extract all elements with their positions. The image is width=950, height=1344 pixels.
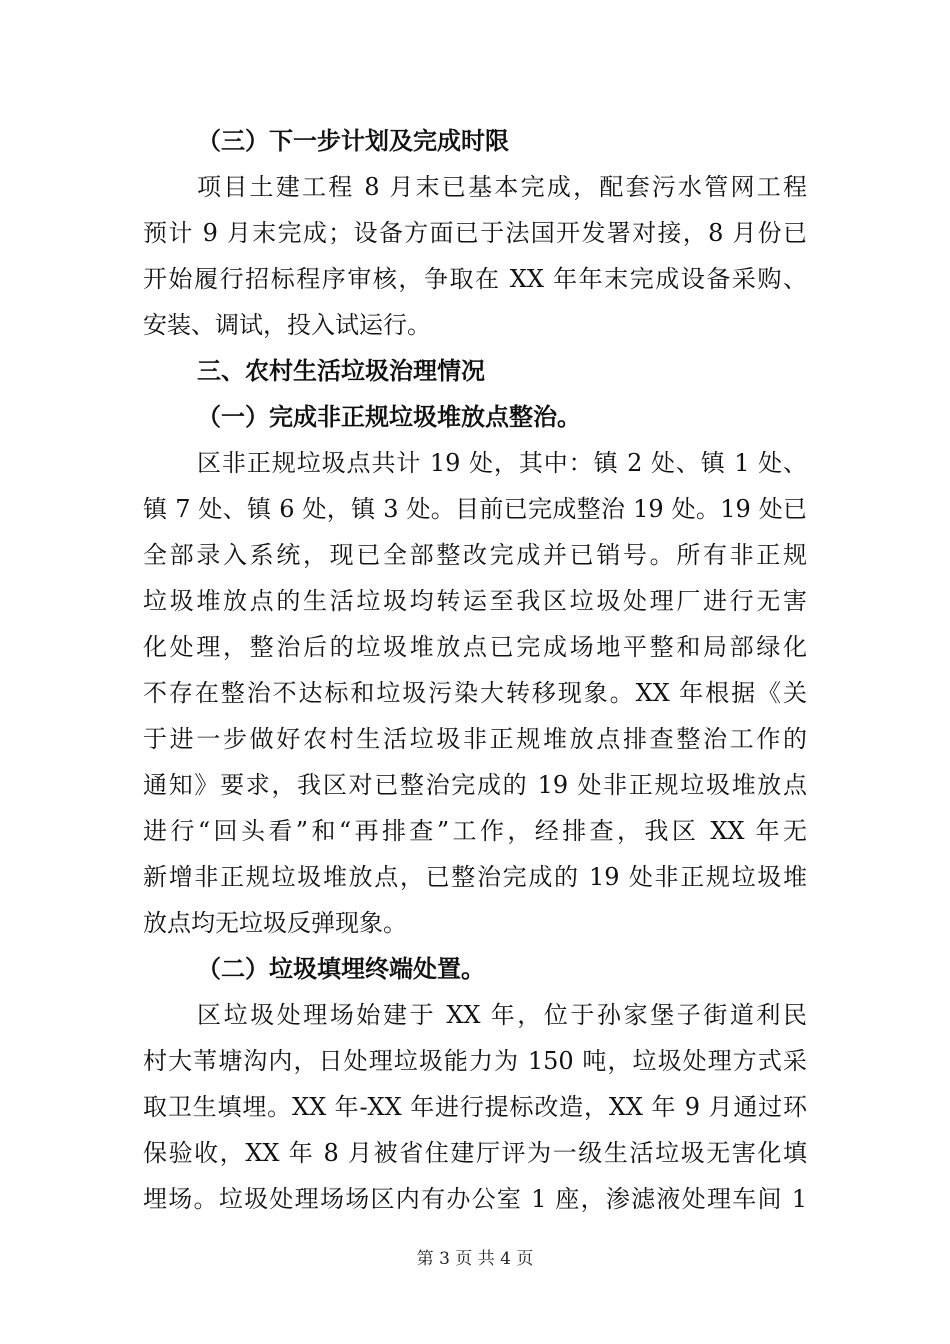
paragraph-line: 项目土建工程 8 月末已基本完成，配套污水管网工程 bbox=[197, 173, 807, 201]
section-heading: 三、农村生活垃圾治理情况 bbox=[197, 357, 485, 385]
paragraph-line: 不存在整治不达标和垃圾污染大转移现象。XX 年根据《关 bbox=[143, 679, 807, 707]
paragraph-line: 进行“回头看”和“再排查”工作，经排查，我区 XX 年无 bbox=[143, 817, 807, 845]
paragraph-line: 于进一步做好农村生活垃圾非正规堆放点排查整治工作的 bbox=[143, 725, 807, 753]
paragraph-line: 保验收，XX 年 8 月被省住建厅评为一级生活垃圾无害化填 bbox=[143, 1139, 807, 1167]
section-heading: （三）下一步计划及完成时限 bbox=[197, 127, 509, 155]
paragraph-line: 新增非正规垃圾堆放点，已整治完成的 19 处非正规垃圾堆 bbox=[143, 863, 807, 891]
paragraph-line: 镇 7 处、镇 6 处，镇 3 处。目前已完成整治 19 处。19 处已 bbox=[143, 495, 807, 523]
paragraph-line: 村大苇塘沟内，日处理垃圾能力为 150 吨，垃圾处理方式采 bbox=[143, 1047, 807, 1075]
section-heading: （二）垃圾填埋终端处置。 bbox=[197, 955, 485, 983]
section-heading: （一）完成非正规垃圾堆放点整治。 bbox=[197, 403, 581, 431]
paragraph-line: 区非正规垃圾点共计 19 处，其中：镇 2 处、镇 1 处、 bbox=[197, 449, 807, 477]
paragraph-line: 取卫生填埋。XX 年-XX 年进行提标改造，XX 年 9 月通过环 bbox=[143, 1093, 807, 1121]
paragraph-line: 放点均无垃圾反弹现象。 bbox=[143, 909, 407, 937]
document-body bbox=[143, 118, 807, 1222]
page-footer: 第 3 页 共 4 页 bbox=[416, 1249, 534, 1269]
paragraph-line: 垃圾堆放点的生活垃圾均转运至我区垃圾处理厂进行无害 bbox=[143, 587, 807, 615]
paragraph-line: 安装、调试，投入试运行。 bbox=[143, 311, 431, 339]
paragraph-line: 通知》要求，我区对已整治完成的 19 处非正规垃圾堆放点 bbox=[143, 771, 807, 799]
paragraph-line: 区垃圾处理场始建于 XX 年，位于孙家堡子街道利民 bbox=[197, 1001, 807, 1029]
paragraph-line: 全部录入系统，现已全部整改完成并已销号。所有非正规 bbox=[143, 541, 807, 569]
paragraph-line: 开始履行招标程序审核，争取在 XX 年年末完成设备采购、 bbox=[143, 265, 807, 293]
paragraph-line: 预计 9 月末完成；设备方面已于法国开发署对接，8 月份已 bbox=[143, 219, 807, 247]
paragraph-line: 埋场。垃圾处理场场区内有办公室 1 座，渗滤液处理车间 1 bbox=[143, 1185, 807, 1213]
paragraph-line: 化处理，整治后的垃圾堆放点已完成场地平整和局部绿化 bbox=[143, 633, 807, 661]
